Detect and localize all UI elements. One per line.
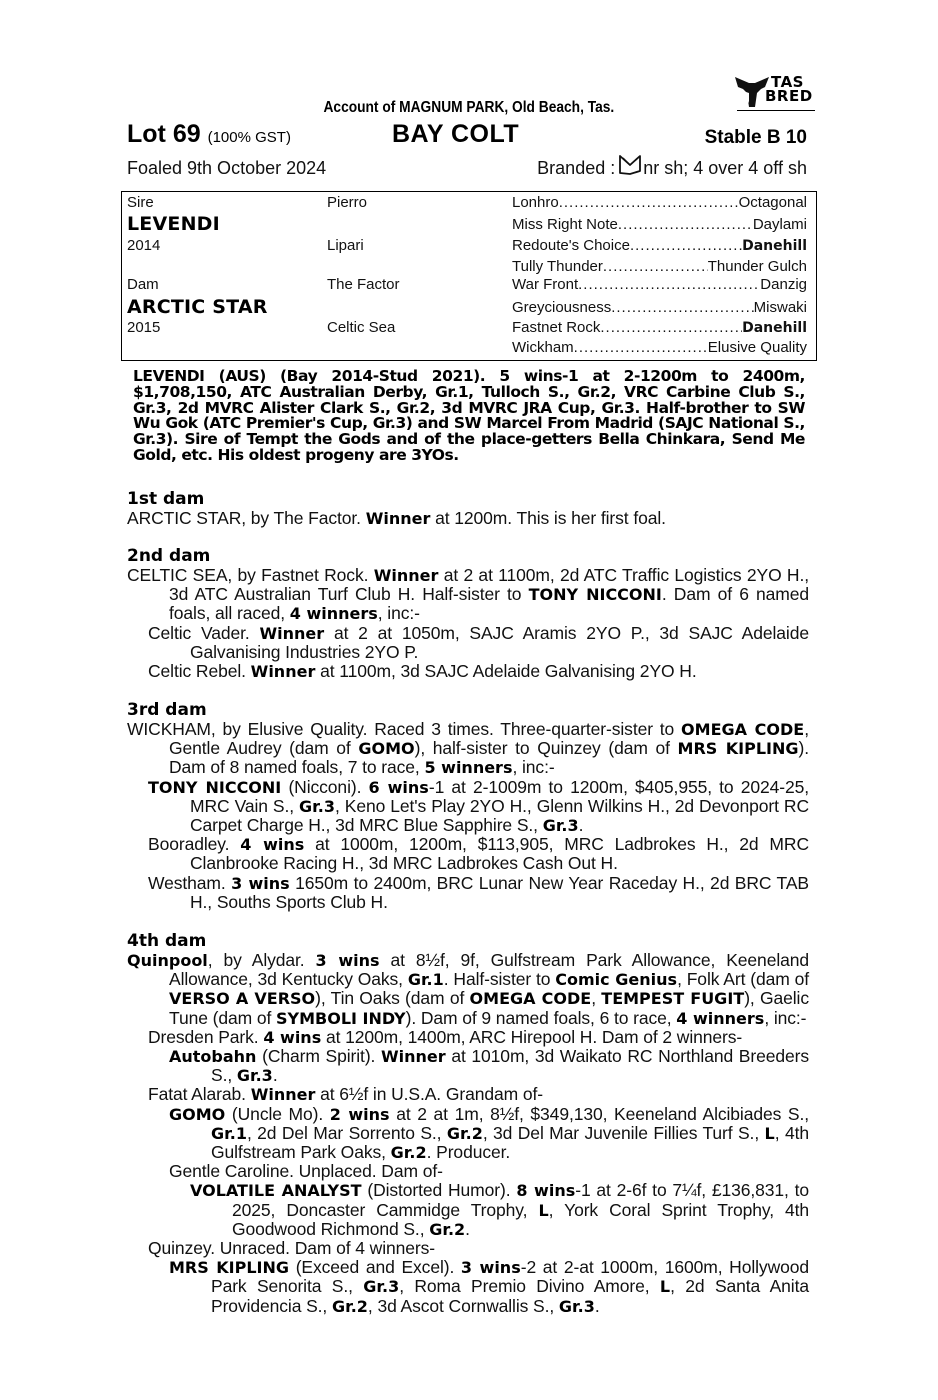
foaled-date: Foaled 9th October 2024 [127,158,327,178]
dam-section [127,490,809,528]
produce-entry: MRS KIPLING (Exceed and Excel). 3 wins-2 at 2-at 1000m, 1600m, Hollywood Park Senorita S., Gr.3, Roma Premio Divino Amore, L, 2d Santa Anita Providencia S., Gr.2, 3d Ascot Cornwallis S., Gr.3. [169,1257,810,1316]
g3-sire-name: Danehill [742,238,807,254]
leader-dots [578,276,760,294]
g3-sire-name: Elusive Quality [707,339,807,356]
dam-sire: The Factor [327,276,400,293]
g3-sire-name: Thunder Gulch [707,258,807,275]
pedigree-g3-row [512,276,807,294]
g3-dam-name: Wickham [512,339,574,356]
sire-year: 2014 [127,237,161,254]
dam-section [127,701,809,912]
dam-year: 2015 [127,319,161,336]
logo-text-bred: BRED [765,87,813,105]
dam-section-title: 3rd dam [127,700,207,720]
dam-dam: Celtic Sea [327,319,396,336]
g3-dam-name: Lonhro [512,194,559,211]
produce-entry: Celtic Vader. Winner at 2 at 1050m, SAJC Aramis 2YO P., 3d SAJC Adelaide Galvanising Industries 2YO P. [148,622,809,662]
pedigree-g3-row [512,319,807,337]
logo-text-tas: TAS [771,73,804,91]
brand-mark-icon [618,154,642,176]
sire-sire: Pierro [327,194,368,211]
pedigree-g3-row [512,194,807,212]
branded-info [537,158,807,179]
produce-entry: Booradley. 4 wins at 1000m, 1200m, $113,905, MRC Ladbrokes H., 2d MRC Clanbrooke Racing H., 3d MRC Ladbrokes Cash Out H. [148,834,809,874]
pedigree-g3-row [512,237,807,255]
pedigree-g3-row [512,216,807,234]
gst-note: (100% GST) [207,129,291,146]
leader-dots [600,319,742,337]
produce-entry: Quinpool, by Alydar. 3 wins at 8½f, 9f, Gulfstream Park Allowance, Keeneland Allowance, 3d Kentucky Oaks, Gr.1. Half-sister to Comic Genius, Folk Art (dam of VERSO A VERSO), Tin Oaks (dam of OMEGA CODE, TEMPEST FUGIT), Gaelic Tune (dam of SYMBOLI INDY). Dam of 9 named foals, 6 to race, 4 winners, inc:- [127,950,810,1028]
produce-entry: Gentle Caroline. Unplaced. Dam of- [169,1161,443,1182]
leader-dots [611,299,753,317]
produce-entry: GOMO (Uncle Mo). 2 wins at 2 at 1m, 8½f, $349,130, Keeneland Alcibiades S., Gr.1, 2d Del Mar Sorrento S., Gr.2, 3d Del Mar Juvenile Fillies Turf S., L, 4th Gulfstream Park Oaks, Gr.2. Producer. [169,1103,810,1163]
g3-sire-name: Miswaki [753,299,807,316]
pedigree-g3-row [512,299,807,317]
sire-dam: Lipari [327,237,364,254]
branded-label: Branded : [537,158,616,178]
dam-label: Dam [127,276,159,293]
pedigree-g3-row [512,339,807,357]
dam-name: ARCTIC STAR [127,296,268,318]
produce-entry: TONY NICCONI (Nicconi). 6 wins-1 at 2-1009m to 1200m, $405,955, to 2024-25, MRC Vain S., Gr.3, Keno Let's Play 2YO H., Glenn Wilkins H., 2d Devonport RC Carpet Charge H., 3d MRC Blue Sapphire S., Gr.3. [148,776,810,836]
g3-dam-name: Redoute's Choice [512,237,630,254]
produce-entry: Autobahn (Charm Spirit). Winner at 1010m, 3d Waikato RC Northland Breeders S., Gr.3. [169,1046,809,1086]
dam-section [127,932,809,1316]
g3-dam-name: Tully Thunder [512,258,603,275]
g3-dam-name: Greyciousness [512,299,612,316]
g3-sire-name: Danehill [742,320,807,336]
dam-section [127,547,809,681]
dam-section-title: 1st dam [127,489,205,509]
sire-biography: LEVENDI (AUS) (Bay 2014-Stud 2021). 5 wins-1 at 2-1200m to 2400m, $1,708,150, ATC Australian Derby, Gr.1, Tulloch S., Gr.2, VRC Carbine Club S., Gr.3, 2d MVRC Alister Clark S., Gr.2, 3d MVRC JRA Cup, Gr.3. Half-brother to SW Wu Gok (ATC Premier's Cup, Gr.3) and SW Marcel From Madrid (SAJC National S., Gr.3). Sire of Tempt the Gods and of the place-getters Bella Chinkara, Send Me Gold, etc. His oldest progeny are 3YOs. [133,367,805,464]
produce-entry: VOLATILE ANALYST (Distorted Humor). 8 wins-1 at 2-6f to 7¼f, £136,831, to 2025, Doncaster Cammidge Trophy, L, York Coral Sprint Trophy, 4th Goodwood Richmond S., Gr.2. [190,1180,810,1239]
pedigree-g3-row [512,258,807,276]
sire-name: LEVENDI [127,213,220,235]
leader-dots [559,194,739,212]
stable-location: Stable B 10 [704,127,807,148]
branded-detail: nr sh; 4 over 4 off sh [643,158,807,178]
produce-entry: Dresden Park. 4 wins at 1200m, 1400m, ARC Hirepool H. Dam of 2 winners- [148,1026,743,1047]
produce-entry: Celtic Rebel. Winner at 1100m, 3d SAJC Adelaide Galvanising 2YO H. [148,661,697,682]
produce-entry: Fatat Alarab. Winner at 6½f in U.S.A. Grandam of- [148,1084,543,1105]
pedigree-table [121,191,817,361]
g3-sire-name: Octagonal [738,194,807,211]
produce-entry: CELTIC SEA, by Fastnet Rock. Winner at 2 at 1100m, 2d ATC Traffic Logistics 2YO H., 3d ATC Australian Turf Club H. Half-sister to TONY NICCONI. Dam of 6 named foals, all raced, 4 winners, inc:- [127,565,810,624]
leader-dots [603,258,708,276]
g3-dam-name: Miss Right Note [512,216,618,233]
g3-sire-name: Danzig [760,276,807,293]
vendor-account: Account of MAGNUM PARK, Old Beach, Tas. [323,99,615,116]
produce-entry: Quinzey. Unraced. Dam of 4 winners- [148,1238,435,1259]
dam-section-title: 2nd dam [127,546,211,566]
lot-number [127,120,291,149]
g3-dam-name: War Front [512,276,579,293]
leader-dots [630,237,742,255]
leader-dots [574,339,708,357]
produce-entry: ARCTIC STAR, by The Factor. Winner at 1200m. This is her first foal. [127,508,666,528]
sire-label: Sire [127,194,154,211]
produce-entry: WICKHAM, by Elusive Quality. Raced 3 times. Three-quarter-sister to OMEGA CODE, Gentle Audrey (dam of GOMO), half-sister to Quinzey (dam of MRS KIPLING). Dam of 8 named foals, 7 to race, 5 winners, inc:- [127,719,809,778]
horse-description: BAY COLT [392,120,520,148]
g3-dam-name: Fastnet Rock [512,319,601,336]
produce-entry: Westham. 3 wins 1650m to 2400m, BRC Lunar New Year Raceday H., 2d BRC TAB H., Souths Sports Club H. [148,872,809,912]
dam-section-title: 4th dam [127,931,207,951]
leader-dots [618,216,753,234]
lot-label: Lot 69 [127,120,201,148]
g3-sire-name: Daylami [752,216,807,233]
